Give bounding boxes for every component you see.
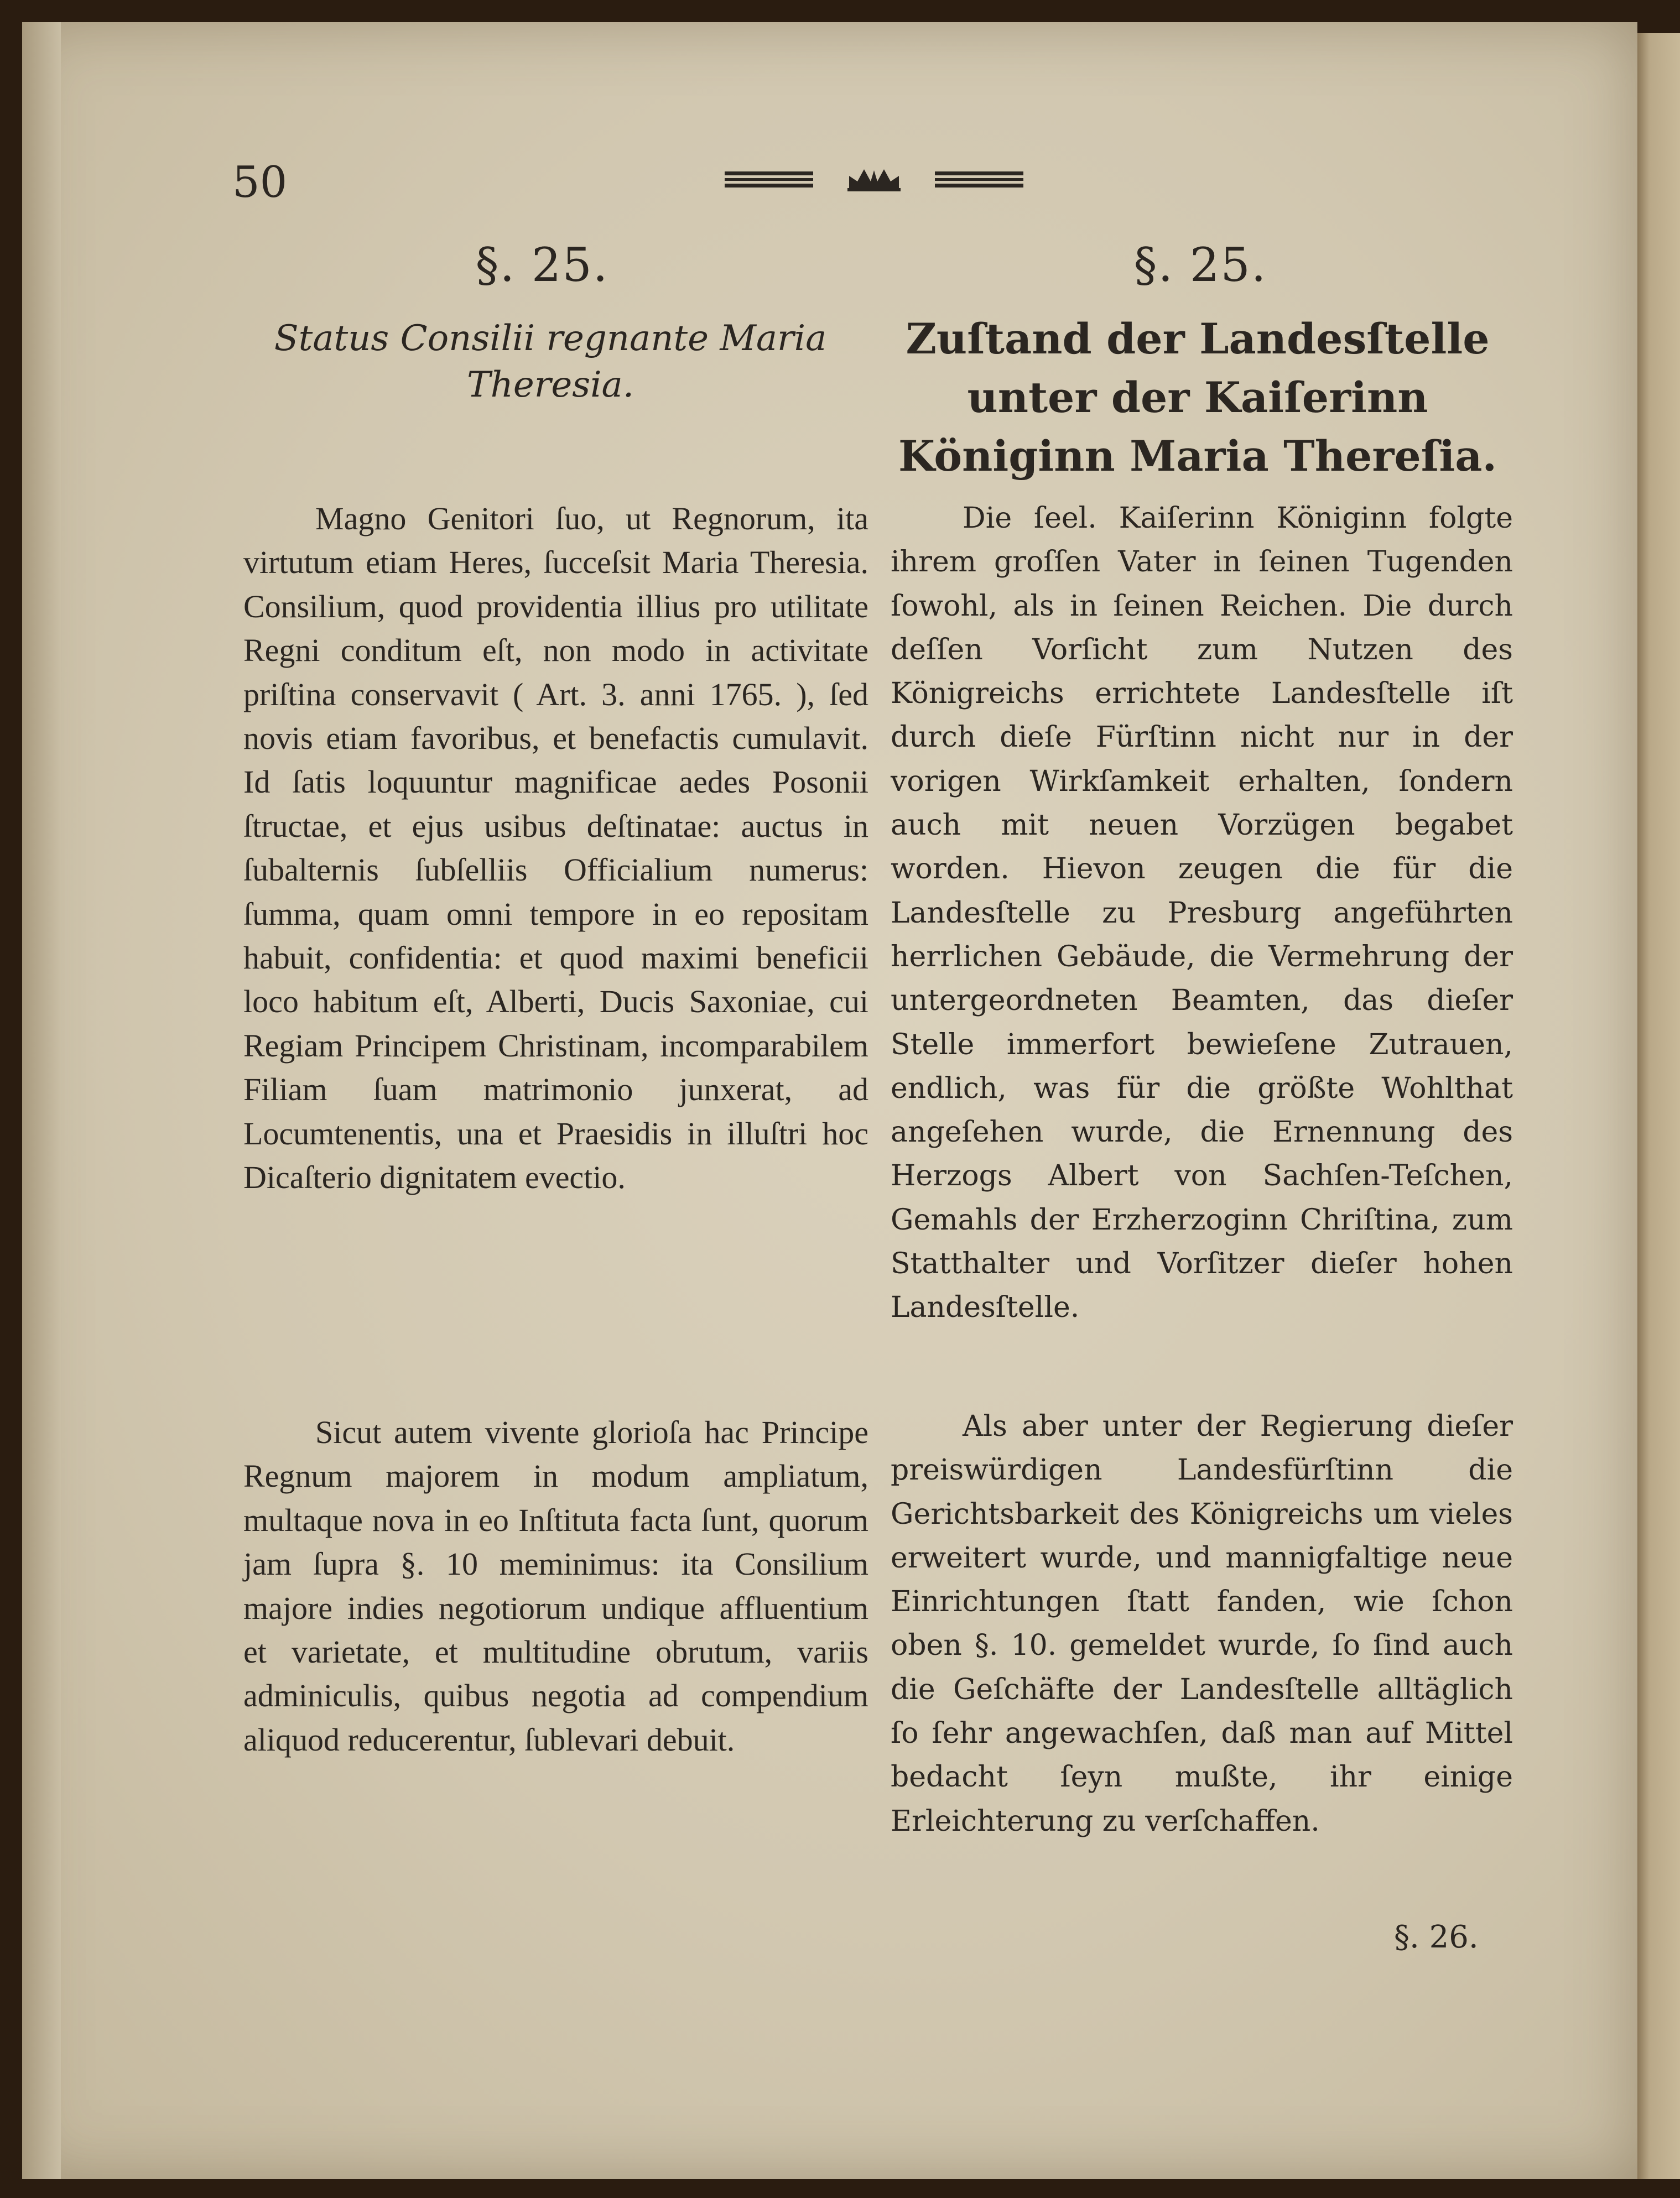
german-paragraph-1: Die ſeel. Kaiſerinn Königinn folgte ihrem groſſen Vater in ſeinen Tugenden ſowohl, als in ſeinen Reichen. Die durch deſſen Vorſicht zum Nutzen des Königreichs errichtete Landesſtelle iſt durch dieſe Fürſtinn nicht nur in der vorigen Wirkſamkeit erhalten, ſondern auch mit neuen Vorzügen begabet worden. Hievon zeugen die für die Landesſtelle zu Presburg angeführten herrlichen Gebäude, die Vermehrung der untergeordneten Beamten, das dieſer Stelle immerfort bewieſene Zutrauen, endlich, was für die größte Wohlthat angeſehen wurde, die Ernennung des Herzogs Albert von Sachſen-Teſchen, Gemahls der Erzherzoginn Chriſtina, zum Statthalter und Vorſitzer dieſer hohen Landesſtelle. bbox=[891, 502, 1513, 1325]
crown-ornament-icon bbox=[725, 166, 1023, 194]
title-latin: Status Consilii regnante Maria Theresia. bbox=[274, 318, 827, 405]
latin-paragraph-1: Magno Genitori ſuo, ut Regnorum, ita virtutum etiam Heres, ſucceſsit Maria Theresia. Consilium, quod providentia illius pro utilitate Regni conditum eſt, non modo in activitate priſtina conservavit ( Art. 3. anni 1765. ), ſed novis etiam favoribus, et benefactis cumulavit. Id ſatis loquuntur magnificae aedes Posonii ſtructae, et ejus usibus deſtinatae: auctus in ſubalternis ſubſelliis Officialium numerus: ſumma, quam omni tempore in eo repositam habuit, confidentia: et quod maximi beneficii loco habitum eſt, Alberti, Ducis Saxoniae, cui Regiam Principem Christinam, incomparabilem Filiam ſuam matrimonio junxerat, ad Locumtenentis, una et Praesidis in illuſtri hoc Dicaſterio dignitatem evectio. bbox=[243, 501, 868, 1196]
page-gutter bbox=[22, 22, 61, 2179]
latin-paragraph-2: Sicut autem vivente glorioſa hac Principe Regnum majorem in modum ampliatum, multaque nova in eo Inſtituta facta ſunt, quorum jam ſupra §. 10 meminimus: ita Consilium majore indies negotiorum undique affluentium et varietate, et multitudine obrutum, variis adminiculis, quibus negotia ad compendium aliquod reducerentur, ſublevari debuit. bbox=[243, 1414, 868, 1758]
german-paragraph-2: Als aber unter der Regierung dieſer preiswürdigen Landesfürſtinn die Gerichtsbarkeit des Königreichs um vieles erweitert wurde, und mannigfaltige neue Einrichtungen ſtatt fanden, wie ſchon oben §. 10. gemeldet wurde, ſo ſind auch die Geſchäfte der Landesſtelle alltäglich ſo ſehr angewachſen, daß man auf Mittel bedacht ſeyn mußte, ihr einige Erleichterung zu verſchaffen. bbox=[891, 1410, 1513, 1838]
catchword: §. 26. bbox=[1394, 1919, 1479, 1955]
title-german: Zuſtand der Landesſtelle unter der Kaiſerinn Königinn Maria Thereſia. bbox=[898, 314, 1497, 481]
section-heading-latin: §. 25. bbox=[475, 238, 609, 292]
section-heading-german: §. 25. bbox=[1133, 238, 1267, 292]
page-number: 50 bbox=[232, 158, 288, 207]
